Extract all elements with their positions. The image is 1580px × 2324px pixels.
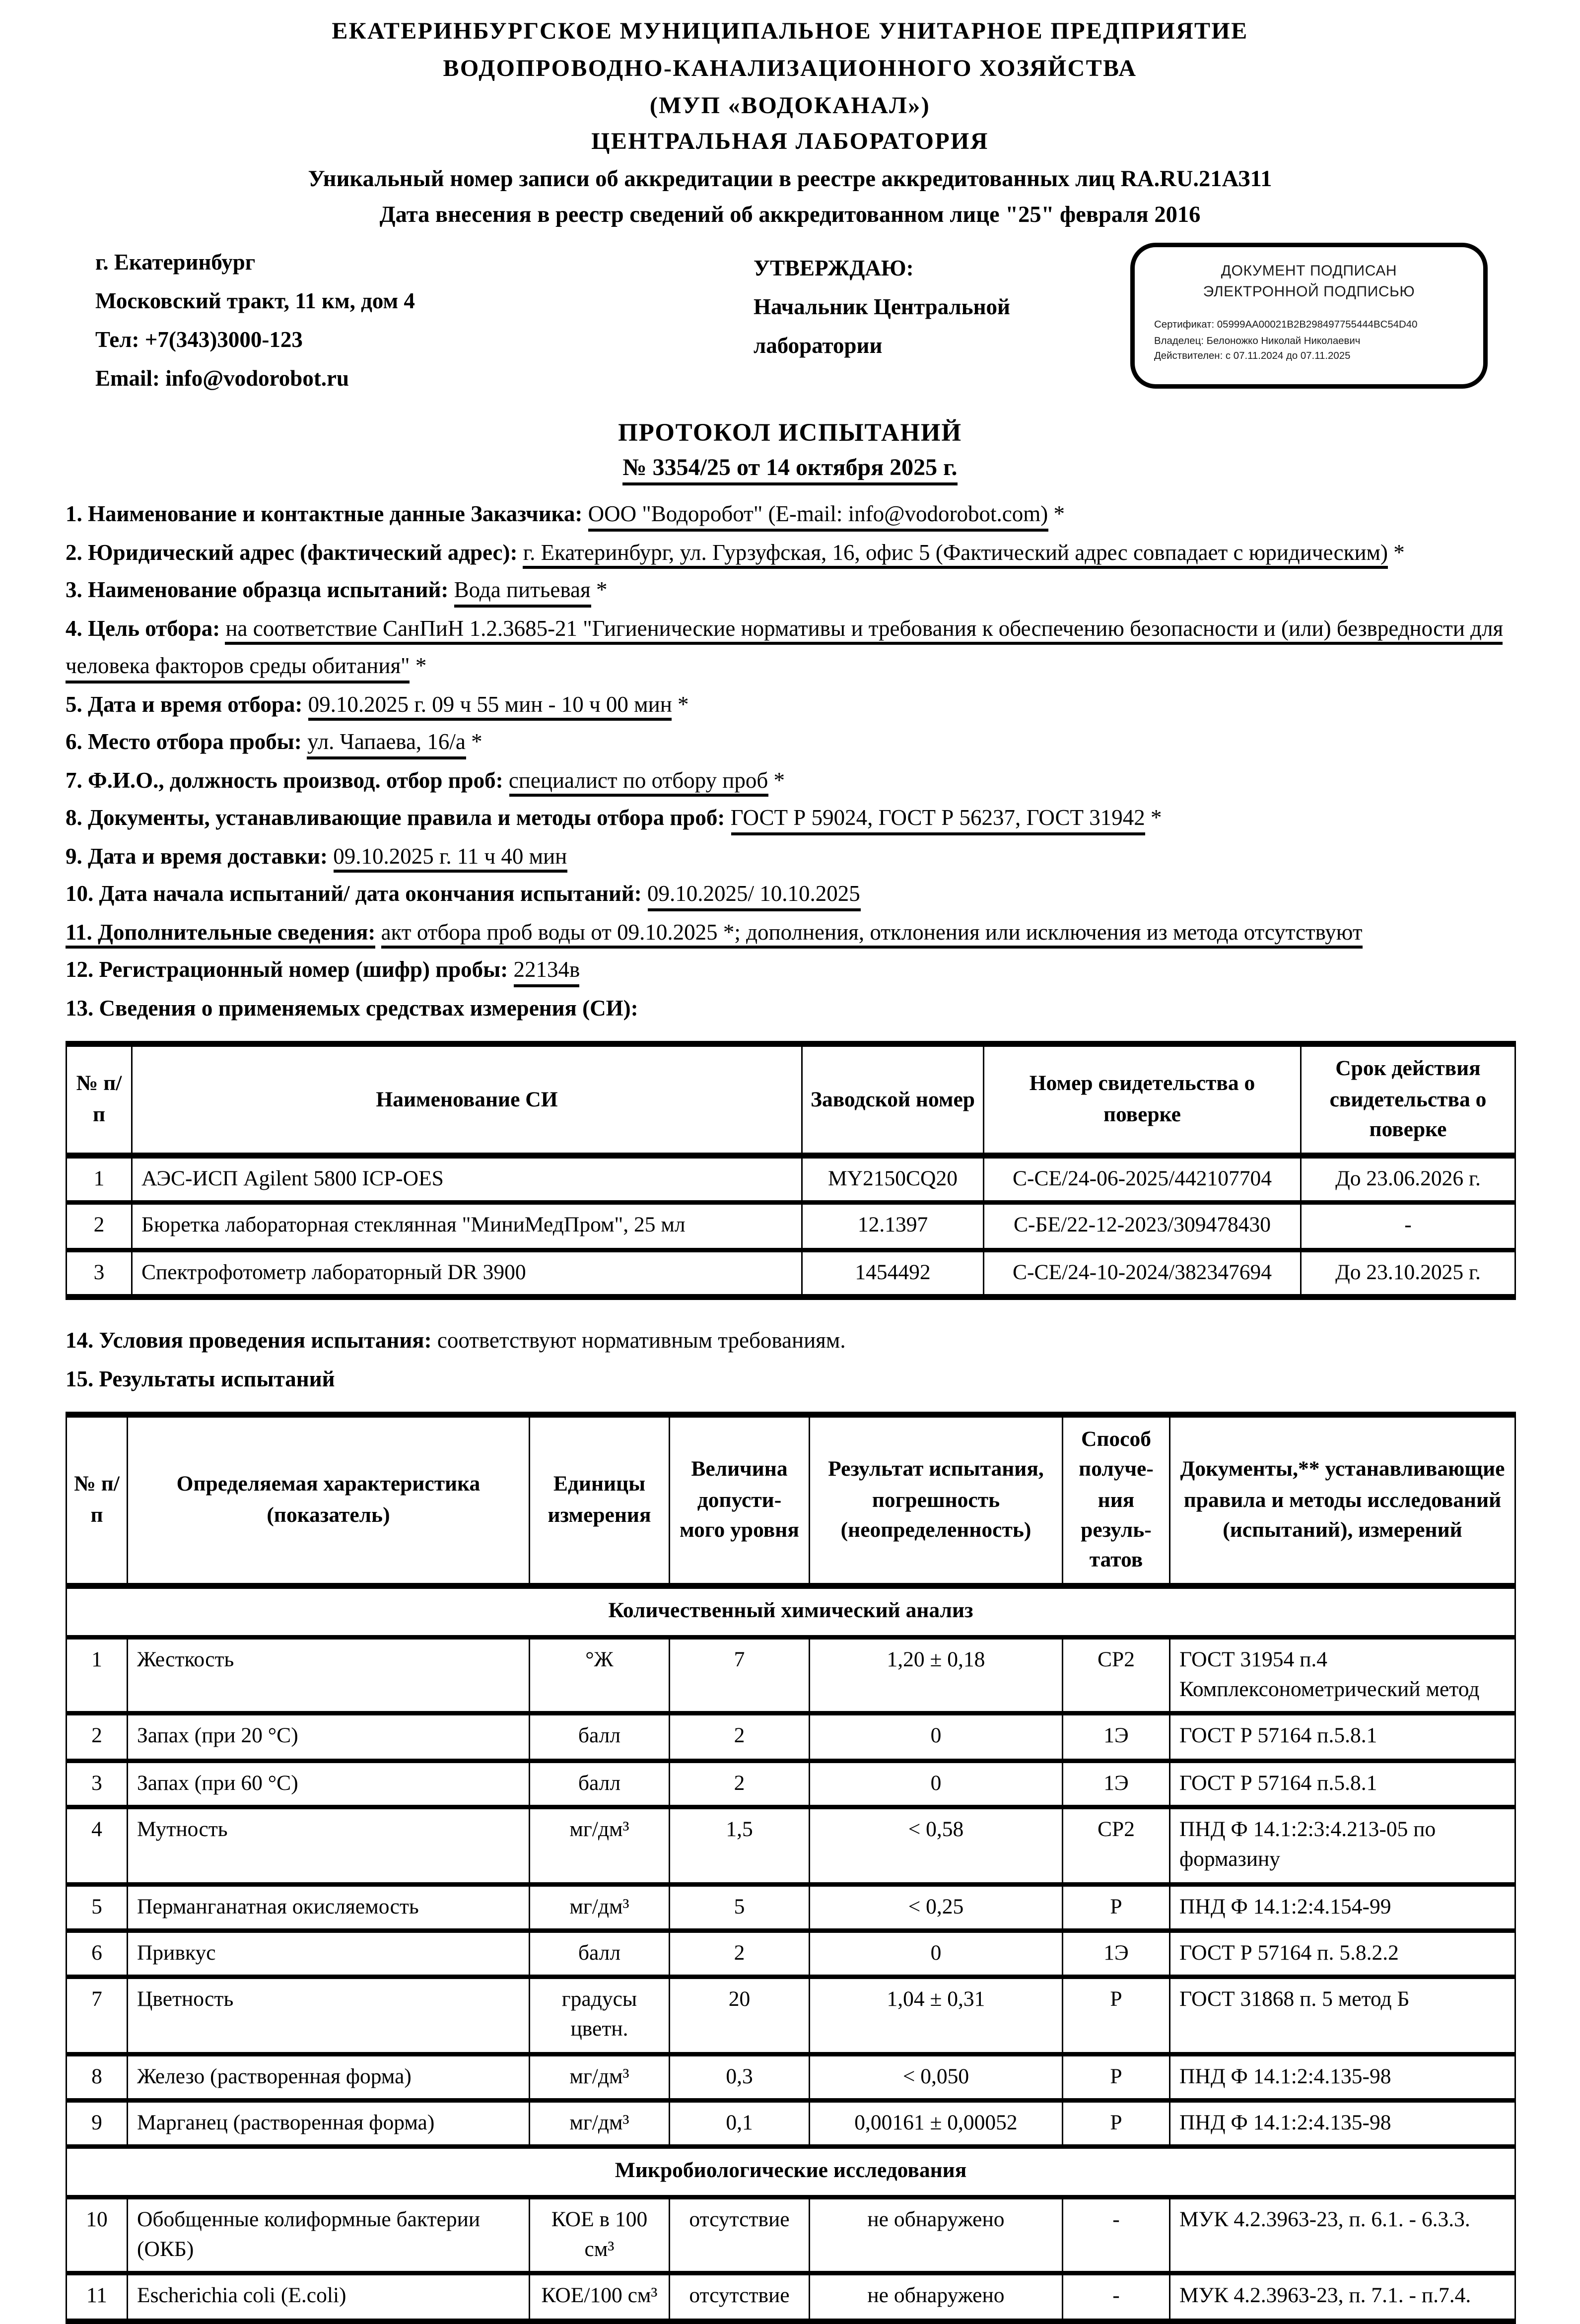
- results-cell: Привкус: [128, 1930, 530, 1977]
- item-9: [66, 839, 1514, 878]
- si-cell: 1: [67, 1156, 132, 1203]
- results-cell: Марганец (растворенная форма): [128, 2101, 530, 2147]
- item-suffix: *: [590, 579, 608, 604]
- results-section-row: [67, 2147, 1515, 2197]
- item-10: [66, 878, 1514, 916]
- results-cell: 1,04 ± 0,31: [810, 1977, 1063, 2054]
- results-cell: Запах (при 60 °С): [128, 1761, 530, 1807]
- si-cell: С-БЕ/22-12-2023/309478430: [984, 1203, 1301, 1250]
- item-5: [66, 687, 1514, 726]
- item-1: [66, 498, 1514, 536]
- item-value: 22134в: [514, 959, 580, 987]
- results-cell: 5: [670, 1884, 810, 1930]
- item-value: акт отбора проб воды от 09.10.2025 *; дополнения, отклонения или исключения из метода отсутствуют: [381, 921, 1363, 949]
- stamp-validity: Действителен: с 07.11.2024 до 07.11.2025: [1154, 351, 1351, 362]
- stamp-meta: [1135, 319, 1483, 366]
- item-suffix: *: [410, 655, 427, 680]
- results-cell: 11: [67, 2273, 128, 2321]
- si-cell: 2: [67, 1203, 132, 1250]
- protocol-number-text: № 3354/25 от 14 октября 2025 г.: [622, 456, 957, 485]
- item-3: [66, 574, 1514, 612]
- results-row: [67, 1884, 1515, 1930]
- results-cell: СР2: [1063, 1807, 1170, 1884]
- si-cell: С-СЕ/24-06-2025/442107704: [984, 1156, 1301, 1203]
- results-cell: Р: [1063, 2054, 1170, 2101]
- results-cell: 0: [810, 1930, 1063, 1977]
- address-city: г. Екатеринбург: [95, 252, 256, 276]
- results-row: [67, 1761, 1515, 1807]
- results-cell: Запах (при 20 °С): [128, 1714, 530, 1761]
- item-label: 9. Дата и время доставки:: [66, 845, 328, 870]
- item-label: 10. Дата начала испытаний/ дата окончания испытаний:: [66, 883, 642, 907]
- item-label: 15. Результаты испытаний: [66, 1367, 335, 1392]
- item-label: 11. Дополнительные сведения:: [66, 921, 375, 949]
- si-header-cell: Срок действия свидетельства о поверке: [1301, 1044, 1515, 1156]
- item-label: 5. Дата и время отбора:: [66, 693, 303, 718]
- si-header-row: [67, 1044, 1515, 1156]
- results-cell: СР2: [1063, 1637, 1170, 1714]
- si-row: [67, 1250, 1515, 1297]
- results-cell: -: [1063, 2196, 1170, 2273]
- results-cell: 4: [67, 1807, 128, 1884]
- results-cell: не обнаружено: [810, 2196, 1063, 2273]
- results-cell: 0,1: [670, 2101, 810, 2147]
- si-row: [67, 1156, 1515, 1203]
- results-cell: 1Э: [1063, 1930, 1170, 1977]
- results-cell: 3: [67, 1761, 128, 1807]
- results-cell: ГОСТ 31954 п.4 Комплексонометрический метод: [1170, 1637, 1515, 1714]
- results-header-cell: Способ получе- ния резуль- татов: [1063, 1415, 1170, 1586]
- results-section-title: Количественный химический анализ: [67, 1586, 1515, 1637]
- si-cell: До 23.10.2025 г.: [1301, 1250, 1515, 1297]
- results-cell: Перманганатная окисляемость: [128, 1884, 530, 1930]
- si-cell: MY2150CQ20: [802, 1156, 984, 1203]
- results-cell: КОЕ в 100 см³: [530, 2196, 670, 2273]
- item-suffix: *: [768, 769, 785, 794]
- results-row: [67, 2101, 1515, 2147]
- results-cell: МУК 4.2.3963-23, п. 6.1. - 6.3.3.: [1170, 2196, 1515, 2273]
- item-value: ООО "Водоробот" (E-mail: info@vodorobot.com): [588, 504, 1048, 532]
- item-12: [66, 954, 1514, 992]
- si-header-cell: Наименование СИ: [132, 1044, 802, 1156]
- item-label: 6. Место отбора пробы:: [66, 731, 302, 755]
- si-cell: -: [1301, 1203, 1515, 1250]
- si-cell: АЭС-ИСП Agilent 5800 ICP-OES: [132, 1156, 802, 1203]
- item-value: Вода питьевая: [454, 580, 591, 608]
- item-2: [66, 536, 1514, 574]
- item-7: [66, 763, 1514, 802]
- item-value: 09.10.2025 г. 09 ч 55 мин - 10 ч 00 мин: [308, 693, 672, 721]
- results-cell: мг/дм³: [530, 2054, 670, 2101]
- results-cell: балл: [530, 1761, 670, 1807]
- results-cell: Цветность: [128, 1977, 530, 2054]
- item-13: [66, 991, 1514, 1029]
- results-cell: 2: [670, 1714, 810, 1761]
- results-cell: 5: [67, 1884, 128, 1930]
- org-header: [66, 15, 1514, 234]
- results-cell: ГОСТ 31868 п. 5 метод Б: [1170, 1977, 1515, 2054]
- item-suffix: *: [1145, 807, 1162, 831]
- item-suffix: *: [465, 731, 482, 755]
- results-table: [66, 1412, 1516, 2324]
- results-cell: 10: [67, 2196, 128, 2273]
- results-cell: 9: [67, 2101, 128, 2147]
- results-header-cell: Величина допусти- мого уровня: [670, 1415, 810, 1586]
- results-section-title: Микробиологические исследования: [67, 2147, 1515, 2197]
- item-label: 1. Наименование и контактные данные Заказчика:: [66, 503, 583, 528]
- results-cell: 0,3: [670, 2054, 810, 2101]
- results-cell: 2: [670, 1930, 810, 1977]
- results-header-cell: Результат испытания, погрешность (неопределенность): [810, 1415, 1063, 1586]
- results-header-cell: Определяемая характеристика (показатель): [128, 1415, 530, 1586]
- results-cell: 6: [67, 1930, 128, 1977]
- org-name-line-2: ВОДОПРОВОДНО-КАНАЛИЗАЦИОННОГО ХОЗЯЙСТВА: [443, 56, 1137, 82]
- address-email: Email: info@vodorobot.ru: [95, 367, 349, 391]
- item-value: на соответствие СанПиН 1.2.3685-21 "Гигиенические нормативы и требования к обеспечению безопасности и (или) безвредности для человека факторов среды обитания": [66, 617, 1503, 683]
- item-label: 2. Юридический адрес (фактический адрес):: [66, 542, 518, 566]
- results-cell: 8: [67, 2054, 128, 2101]
- results-cell: ПНД Ф 14.1:2:4.135-98: [1170, 2101, 1515, 2147]
- item-label: 14. Условия проведения испытания:: [66, 1330, 432, 1354]
- item-15: [66, 1362, 1514, 1400]
- protocol-number: [66, 456, 1514, 483]
- si-cell: Бюретка лабораторная стеклянная "МиниМедПром", 25 мл: [132, 1203, 802, 1250]
- item-value: соответствуют нормативным требованиям.: [437, 1330, 846, 1354]
- item-label: 7. Ф.И.О., должность производ. отбор проб:: [66, 769, 503, 794]
- results-row: [67, 1807, 1515, 1884]
- results-cell: 7: [67, 1977, 128, 2054]
- item-suffix: *: [672, 693, 689, 718]
- results-cell: Обобщенные колиформные бактерии (ОКБ): [128, 2196, 530, 2273]
- si-header-cell: Заводской номер: [802, 1044, 984, 1156]
- results-cell: отсутствие: [670, 2196, 810, 2273]
- results-cell: Escherichia coli (E.coli): [128, 2273, 530, 2321]
- results-cell: 7: [670, 1637, 810, 1714]
- results-cell: МУК 4.2.3963-23, п. 7.1. - п.7.4.: [1170, 2273, 1515, 2321]
- si-header-cell: Номер свидетельства о поверке: [984, 1044, 1301, 1156]
- item-11: [66, 915, 1514, 954]
- results-row: [67, 1930, 1515, 1977]
- approve-block: [754, 252, 1010, 367]
- si-cell: 12.1397: [802, 1203, 984, 1250]
- results-cell: мг/дм³: [530, 2101, 670, 2147]
- results-row: [67, 2196, 1515, 2273]
- item-8: [66, 802, 1514, 840]
- item-suffix: *: [1048, 503, 1065, 528]
- stamp-title-line-2: ЭЛЕКТРОННОЙ ПОДПИСЬЮ: [1203, 284, 1415, 301]
- address-phone: Тел: +7(343)3000-123: [95, 329, 303, 353]
- results-cell: Жесткость: [128, 1637, 530, 1714]
- item-value: ГОСТ Р 59024, ГОСТ Р 56237, ГОСТ 31942: [731, 808, 1145, 835]
- results-cell: 1Э: [1063, 1761, 1170, 1807]
- results-cell: ГОСТ Р 57164 п.5.8.1: [1170, 1714, 1515, 1761]
- results-cell: мг/дм³: [530, 1884, 670, 1930]
- results-cell: 20: [670, 1977, 810, 2054]
- item-value: 09.10.2025 г. 11 ч 40 мин: [333, 845, 567, 873]
- results-header-cell: Документы,** устанавливающие правила и методы исследований (испытаний), измерений: [1170, 1415, 1515, 1586]
- accreditation-date: Дата внесения в реестр сведений об аккредитованном лице "25" февраля 2016: [379, 203, 1201, 228]
- item-value: ул. Чапаева, 16/а: [307, 732, 466, 759]
- si-cell: С-СЕ/24-10-2024/382347694: [984, 1250, 1301, 1297]
- results-cell: градусы цветн.: [530, 1977, 670, 2054]
- si-cell: 1454492: [802, 1250, 984, 1297]
- item-label: 12. Регистрационный номер (шифр) пробы:: [66, 959, 508, 983]
- approve-role-line-1: Начальник Центральной: [754, 296, 1010, 321]
- results-cell: 1Э: [1063, 1714, 1170, 1761]
- si-cell: До 23.06.2026 г.: [1301, 1156, 1515, 1203]
- results-cell: ПНД Ф 14.1:2:4.135-98: [1170, 2054, 1515, 2101]
- results-cell: 1,20 ± 0,18: [810, 1637, 1063, 1714]
- si-table: [66, 1041, 1516, 1300]
- org-name-line-3: (МУП «ВОДОКАНАЛ»): [649, 93, 931, 119]
- item-value: специалист по отбору проб: [509, 769, 768, 797]
- results-cell: Мутность: [128, 1807, 530, 1884]
- results-cell: < 0,58: [810, 1807, 1063, 1884]
- results-header-cell: Единицы измерения: [530, 1415, 670, 1586]
- results-cell: 0: [810, 1714, 1063, 1761]
- results-cell: 1: [67, 1637, 128, 1714]
- results-cell: < 0,25: [810, 1884, 1063, 1930]
- results-header-cell: № п/п: [67, 1415, 128, 1586]
- results-cell: Р: [1063, 2101, 1170, 2147]
- approve-title: УТВЕРЖДАЮ:: [754, 258, 914, 282]
- lab-address-block: [95, 246, 415, 400]
- results-cell: 0: [810, 1761, 1063, 1807]
- approve-role-line-2: лаборатории: [754, 335, 883, 359]
- address-street: Московский тракт, 11 км, дом 4: [95, 290, 415, 315]
- item-label: 4. Цель отбора:: [66, 617, 220, 642]
- results-cell: балл: [530, 1930, 670, 1977]
- results-cell: Р: [1063, 1884, 1170, 1930]
- si-row: [67, 1203, 1515, 1250]
- results-cell: 1,5: [670, 1807, 810, 1884]
- results-cell: ГОСТ Р 57164 п. 5.8.2.2: [1170, 1930, 1515, 1977]
- results-row: [67, 1977, 1515, 2054]
- stamp-title-line-1: ДОКУМЕНТ ПОДПИСАН: [1221, 264, 1397, 280]
- item-4: [66, 612, 1514, 687]
- stamp-owner: Владелец: Белоножко Николай Николаевич: [1154, 336, 1361, 347]
- results-cell: не обнаружено: [810, 2273, 1063, 2321]
- results-cell: 0,00161 ± 0,00052: [810, 2101, 1063, 2147]
- item-label: 13. Сведения о применяемых средствах измерения (СИ):: [66, 997, 638, 1022]
- protocol-title: ПРОТОКОЛ ИСПЫТАНИЙ: [618, 418, 962, 447]
- results-cell: мг/дм³: [530, 1807, 670, 1884]
- results-row: [67, 1637, 1515, 1714]
- org-name-line-4: ЦЕНТРАЛЬНАЯ ЛАБОРАТОРИЯ: [591, 130, 989, 156]
- results-cell: ГОСТ Р 57164 п.5.8.1: [1170, 1761, 1515, 1807]
- results-row: [67, 1714, 1515, 1761]
- si-cell: Спектрофотометр лабораторный DR 3900: [132, 1250, 802, 1297]
- signature-stamp: [1130, 243, 1488, 389]
- results-header-row: [67, 1415, 1515, 1586]
- info-row: [66, 246, 1514, 398]
- results-cell: °Ж: [530, 1637, 670, 1714]
- results-cell: Р: [1063, 1977, 1170, 2054]
- protocol-items: [66, 498, 1514, 1029]
- item-label: 3. Наименование образца испытаний:: [66, 579, 449, 604]
- results-cell: 2: [67, 1714, 128, 1761]
- results-cell: 2: [670, 1761, 810, 1807]
- item-value: г. Екатеринбург, ул. Гурзуфская, 16, офис 5 (Фактический адрес совпадает с юридическим): [523, 542, 1388, 569]
- si-cell: 3: [67, 1250, 132, 1297]
- item-label: 8. Документы, устанавливающие правила и методы отбора проб:: [66, 807, 725, 831]
- results-cell: балл: [530, 1714, 670, 1761]
- results-row: [67, 2273, 1515, 2321]
- results-cell: -: [1063, 2273, 1170, 2321]
- results-cell: Железо (растворенная форма): [128, 2054, 530, 2101]
- item-6: [66, 726, 1514, 764]
- item-14: [66, 1324, 1514, 1362]
- results-cell: КОЕ/100 см³: [530, 2273, 670, 2321]
- results-cell: отсутствие: [670, 2273, 810, 2321]
- item-value: 09.10.2025/ 10.10.2025: [647, 884, 860, 911]
- accreditation-line: Уникальный номер записи об аккредитации в реестре аккредитованных лиц RA.RU.21АЗ11: [308, 167, 1272, 193]
- stamp-certificate: Сертификат: 05999AA00021B2B298497755444BC54D40: [1154, 320, 1418, 331]
- results-row: [67, 2054, 1515, 2101]
- org-name-line-1: ЕКАТЕРИНБУРГСКОЕ МУНИЦИПАЛЬНОЕ УНИТАРНОЕ ПРЕДПРИЯТИЕ: [332, 19, 1248, 45]
- results-cell: ПНД Ф 14.1:2:4.154-99: [1170, 1884, 1515, 1930]
- results-section-row: [67, 1586, 1515, 1637]
- item-suffix: *: [1388, 542, 1405, 566]
- results-cell: ПНД Ф 14.1:2:3:4.213-05 по формазину: [1170, 1807, 1515, 1884]
- results-cell: < 0,050: [810, 2054, 1063, 2101]
- si-header-cell: № п/п: [67, 1044, 132, 1156]
